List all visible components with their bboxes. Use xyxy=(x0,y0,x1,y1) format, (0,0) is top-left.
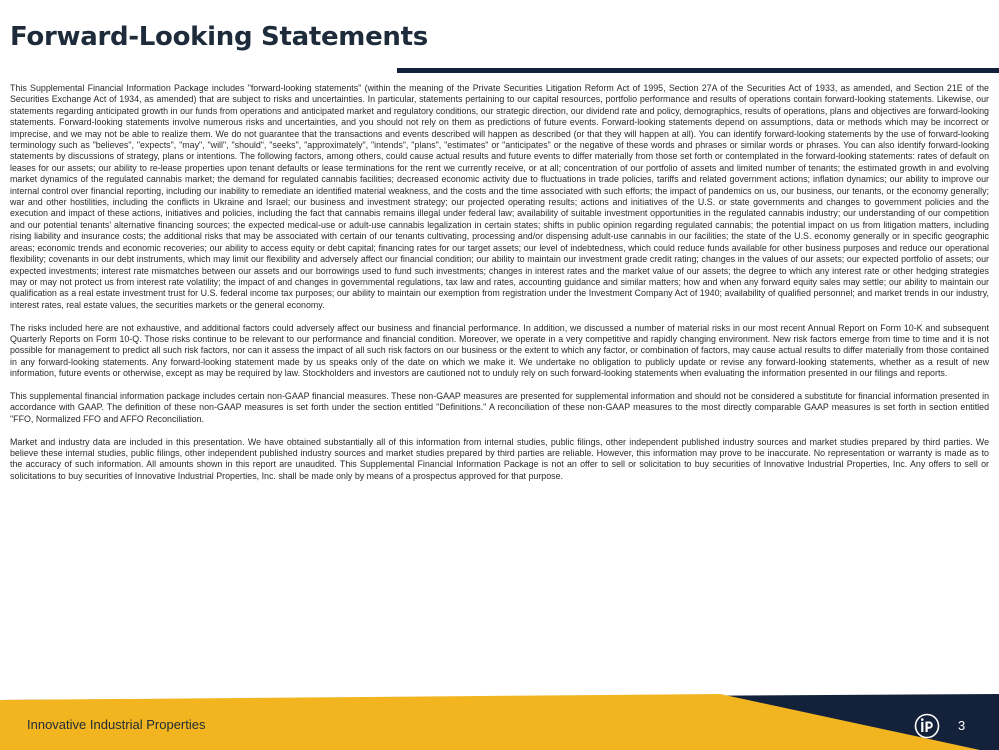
page-number: 3 xyxy=(958,718,966,733)
page-title: Forward-Looking Statements xyxy=(10,22,428,52)
paragraph-non-gaap: This supplemental financial information package includes certain non-GAAP financial measures. These non-GAAP measures are presented for supplemental information and should not be considered a substitute for financial information presented in accordance with GAAP. The definition of these non-GAAP measures is set forth under the section entitled "Definitions." A reconciliation of these non-GAAP measures to the most directly comparable GAAP measures is set forth in section entitled "FFO, Normalized FFO and AFFO Reconciliation. xyxy=(10,390,989,424)
paragraph-market-data: Market and industry data are included in this presentation. We have obtained substantially all of this information from internal studies, public filings, other independent published industry sources and market studies prepared by third parties. We believe these internal studies, public filings, other independent published industry sources and market studies prepared by third parties are reliable. However, this information may prove to be inaccurate. No representation or warranty is made as to the accuracy of such information. All amounts shown in this report are unaudited. This Supplemental Financial Information Package is not an offer to sell or solicitation to buy securities of Innovative Industrial Properties, Inc. Any offers to sell or solicitations to buy securities of Innovative Industrial Properties, Inc. shall be made only by means of a prospectus approved for that purpose. xyxy=(10,436,989,481)
iip-logo-icon xyxy=(914,713,940,739)
paragraph-risks: The risks included here are not exhaustive, and additional factors could adversely affect our business and financial performance. In addition, we discussed a number of material risks in our most recent Annual Report on Form 10-K and subsequent Quarterly Reports on Form 10-Q. Those risks continue to be relevant to our performance and financial condition. Moreover, we operate in a very competitive and rapidly changing environment. New risk factors emerge from time to time and it is not possible for management to predict all such risk factors, nor can it assess the impact of all such risk factors on our business or the extent to which any factor, or combination of factors, may cause actual results to differ materially from those contained in any forward-looking statements. Any forward-looking statement made by us speaks only of the date on which we make it. We undertake no obligation to publicly update or revise any forward-looking statements, whether as a result of new information, future events or otherwise, except as may be required by law. Stockholders and investors are cautioned not to unduly rely on such forward-looking statements when evaluating the information presented in our filings and reports. xyxy=(10,322,989,379)
footer-company-name: Innovative Industrial Properties xyxy=(27,717,206,732)
disclaimer-body xyxy=(10,83,989,494)
paragraph-forward-looking: This Supplemental Financial Information Package includes "forward-looking statements" (within the meaning of the Private Securities Litigation Reform Act of 1995, Section 27A of the Securities Act of 1933, as amended, and Section 21E of the Securities Exchange Act of 1934, as amended) that are subject to risks and uncertainties. In particular, statements pertaining to our capital resources, portfolio performance and results of operations contain forward-looking statements. Likewise, our statements regarding anticipated growth in our funds from operations and anticipated market and regulatory conditions, our strategic direction, our dividend rate and policy, demographics, results of operations, plans and objectives are forward-looking statements. Forward-looking statements involve numerous risks and uncertainties, and you should not rely on them as predictions of future events. Forward-looking statements depend on assumptions, data or methods which may be incorrect or imprecise, and we may not be able to realize them. We do not guarantee that the transactions and events described will happen as described (or that they will happen at all). You can identify forward-looking statements by the use of forward-looking terminology such as "believes", "expects", "may", "will", "should", "seeks", "approximately", "intends", "plans", "estimates" or "anticipates" or the negative of these words and phrases or similar words or phrases. You can also identify forward-looking statements by discussions of strategy, plans or intentions. The following factors, among others, could cause actual results and future events to differ materially from those set forth or contemplated in the forward-looking statements: rates of default on leases for our assets; our ability to re-lease properties upon tenant defaults or lease terminations for the rent we currently receive, or at all; concentration of our portfolio of assets and limited number of tenants; the estimated growth in and evolving market dynamics of the regulated cannabis market; the demand for regulated cannabis facilities; decreased economic activity due to fluctuations in trade policies, tariffs and related government actions; inflation dynamics; our ability to improve our internal control over financial reporting, including our inability to remediate an identified material weakness, and the costs and the time associated with such efforts; the impact of pandemics on us, our business, our tenants, or the economy generally; war and other hostilities, including the conflicts in Ukraine and Israel; our business and investment strategy; our projected operating results; actions and initiatives of the U.S. or state governments and changes to government policies and the execution and impact of these actions, initiatives and policies, including the fact that cannabis remains illegal under federal law; availability of suitable investment opportunities in the regulated cannabis industry; our understanding of our competition and our potential tenants' alternative financing sources; the expected medical-use or adult-use cannabis legalization in certain states; shifts in public opinion regarding regulated cannabis; the potential impact on us from litigation matters, including rising liability and insurance costs; the additional risks that may be associated with certain of our tenants cultivating, processing and/or dispensing adult-use cannabis in our facilities; the state of the U.S. economy generally or in specific geographic areas; economic trends and economic recoveries; our ability to access equity or debt capital; financing rates for our target assets; our level of indebtedness, which could reduce funds available for other business purposes and reduce our operational flexibility; covenants in our debt instruments, which may limit our flexibility and adversely affect our financial condition; our ability to maintain our investment grade credit rating; changes in the values of our assets; our expected portfolio of assets; our expected investments; interest rate mismatches between our assets and our borrowings used to fund such investments; changes in interest rates and the market value of our assets; the degree to which any interest rate or other hedging strategies may or may not protect us from interest rate volatility; the impact of and changes in governmental regulations, tax law and rates, accounting guidance and similar matters; how and when any forward equity sales may settle; our ability to maintain our qualification as a real estate investment trust for U.S. federal income tax purposes; our ability to maintain our exemption from registration under the Investment Company Act of 1940; availability of qualified personnel; and market trends in our industry, interest rates, real estate values, the securities markets or the general economy. xyxy=(10,83,989,310)
title-rule xyxy=(397,68,999,73)
